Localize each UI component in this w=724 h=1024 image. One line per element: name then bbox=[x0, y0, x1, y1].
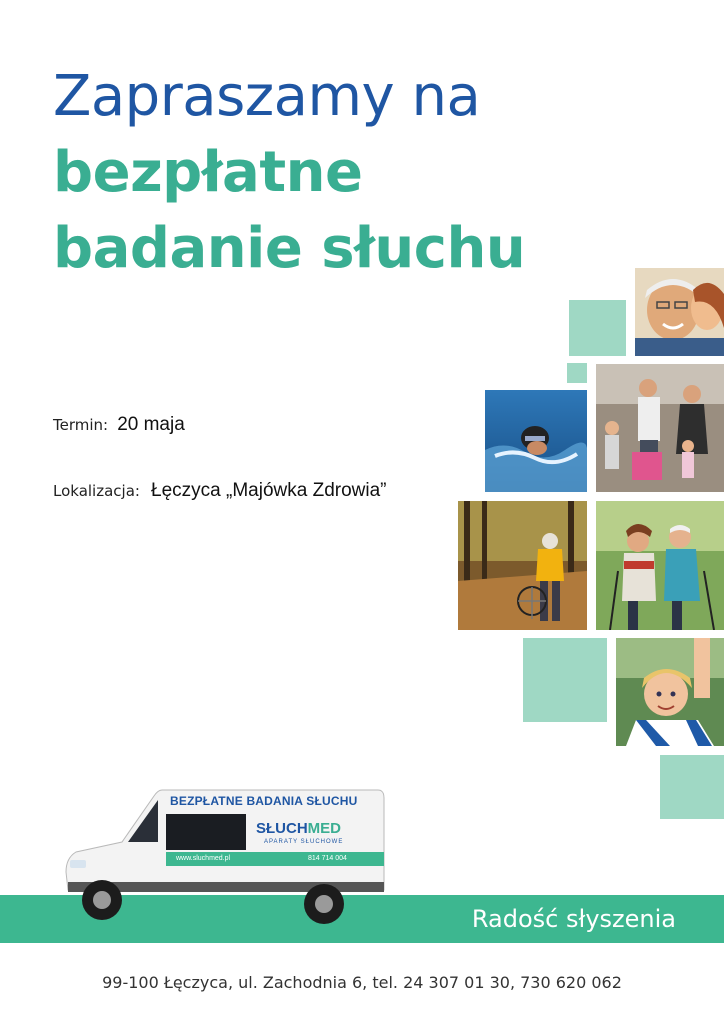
van-brand-part-1: SŁUCH bbox=[256, 820, 308, 837]
termin-value: 20 maja bbox=[117, 414, 185, 435]
photo-woman-with-bicycle bbox=[458, 501, 587, 630]
footer-address: 99-100 Łęczyca, ul. Zachodnia 6, tel. 24 307 01 30, 730 620 062 bbox=[102, 973, 622, 992]
lokalizacja-label: Lokalizacja: bbox=[53, 482, 140, 500]
lokalizacja-value: Łęczyca „Majówka Zdrowia” bbox=[151, 480, 387, 501]
termin-label: Termin: bbox=[53, 416, 109, 434]
decorative-tile bbox=[567, 363, 587, 383]
van-brand-subtitle: APARATY SŁUCHOWE bbox=[264, 839, 344, 845]
van-website: www.sluchmed.pl bbox=[176, 855, 231, 862]
photo-couple-nordic-walking bbox=[596, 501, 724, 630]
headline-line-1: Zapraszamy na bbox=[53, 64, 481, 129]
slogan-text: Radość słyszenia bbox=[471, 905, 676, 933]
decorative-tile bbox=[569, 300, 626, 356]
headline-line-3: badanie słuchu bbox=[53, 216, 526, 281]
van-illustration bbox=[62, 786, 388, 926]
van-banner-text: BEZPŁATNE BADANIA SŁUCHU bbox=[170, 794, 358, 808]
decorative-tile bbox=[523, 638, 607, 722]
lokalizacja-row bbox=[53, 480, 387, 502]
van-brand-logo bbox=[256, 820, 341, 837]
termin-row bbox=[53, 414, 185, 436]
photo-family-travel bbox=[596, 364, 724, 492]
decorative-tile bbox=[660, 755, 724, 819]
van-phone: 814 714 004 bbox=[308, 855, 347, 862]
van-brand-part-2: MED bbox=[307, 820, 342, 837]
headline-line-2: bezpłatne bbox=[53, 140, 363, 205]
photo-swimmer bbox=[485, 390, 587, 492]
photo-grandfather-and-child bbox=[635, 268, 724, 356]
photo-child-raising-hand bbox=[616, 638, 724, 746]
